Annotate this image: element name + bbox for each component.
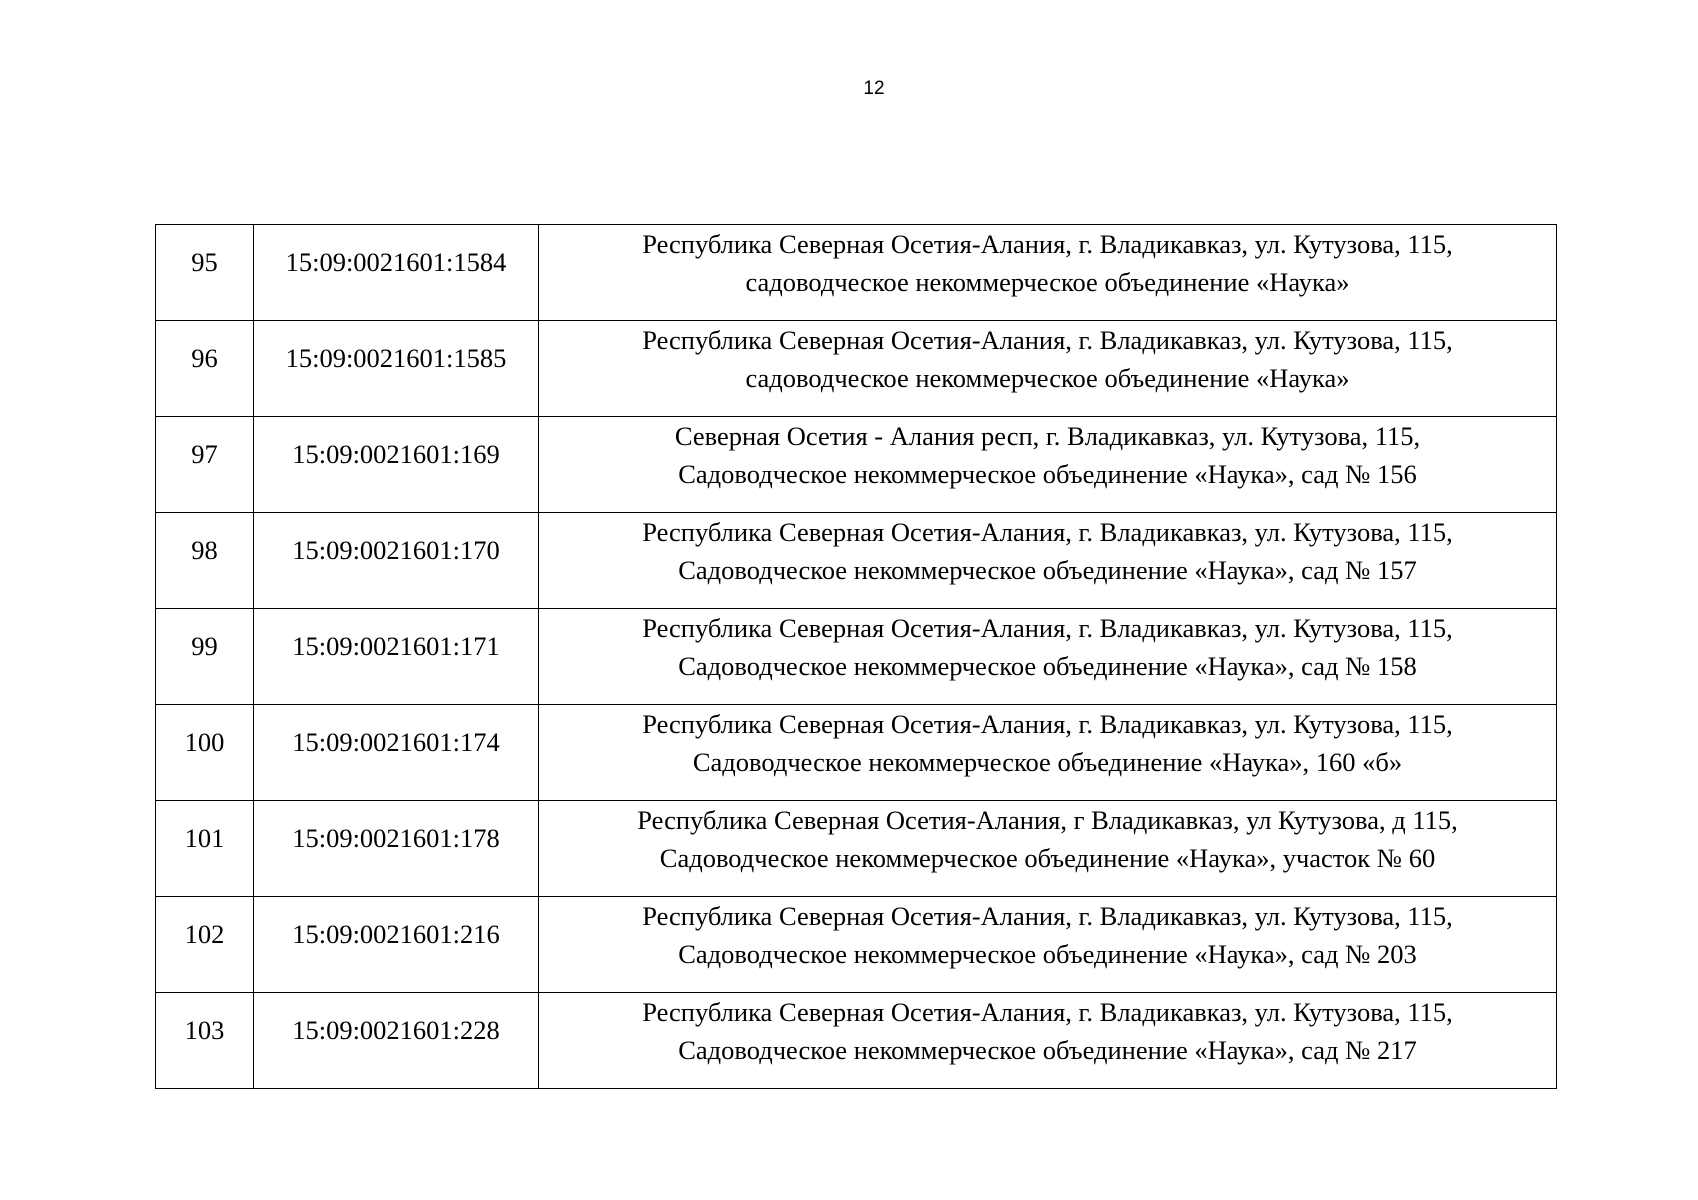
cadastral-number: 15:09:0021601:216 [254,897,539,993]
address-line: Садоводческое некоммерческое объединение «Наука», сад № 156 [678,459,1417,489]
cadastral-number: 15:09:0021601:1585 [254,321,539,417]
address [539,321,1557,417]
row-number: 103 [156,993,254,1089]
address-line: Садоводческое некоммерческое объединение «Наука», сад № 217 [678,1035,1417,1065]
address-line: Садоводческое некоммерческое объединение «Наука», сад № 203 [678,939,1417,969]
land-plot-table [155,224,1557,1089]
table-row [156,801,1557,897]
cadastral-number: 15:09:0021601:169 [254,417,539,513]
address-line: садоводческое некоммерческое объединение «Наука» [745,363,1350,393]
row-number: 97 [156,417,254,513]
table-row [156,897,1557,993]
row-number: 101 [156,801,254,897]
address-line: Республика Северная Осетия-Алания, г Владикавказ, ул Кутузова, д 115, [637,805,1458,835]
table-row [156,609,1557,705]
address-line: Садоводческое некоммерческое объединение «Наука», сад № 157 [678,555,1417,585]
cadastral-number: 15:09:0021601:171 [254,609,539,705]
cadastral-number: 15:09:0021601:170 [254,513,539,609]
address [539,993,1557,1089]
address-line: Садоводческое некоммерческое объединение «Наука», сад № 158 [678,651,1417,681]
address [539,225,1557,321]
address-line: Садоводческое некоммерческое объединение «Наука», участок № 60 [659,843,1436,873]
row-number: 96 [156,321,254,417]
table-row [156,321,1557,417]
address-line: Северная Осетия - Алания респ, г. Владикавказ, ул. Кутузова, 115, [674,421,1421,451]
row-number: 95 [156,225,254,321]
address [539,513,1557,609]
address-line: Республика Северная Осетия-Алания, г. Владикавказ, ул. Кутузова, 115, [642,997,1453,1027]
cadastral-number: 15:09:0021601:178 [254,801,539,897]
table-row [156,513,1557,609]
address [539,705,1557,801]
address [539,801,1557,897]
address-line: садоводческое некоммерческое объединение «Наука» [745,267,1350,297]
page-number: 12 [863,78,885,99]
table-row [156,705,1557,801]
address-line: Республика Северная Осетия-Алания, г. Владикавказ, ул. Кутузова, 115, [642,901,1453,931]
table-row [156,993,1557,1089]
row-number: 99 [156,609,254,705]
address [539,417,1557,513]
cadastral-number: 15:09:0021601:174 [254,705,539,801]
address-line: Республика Северная Осетия-Алания, г. Владикавказ, ул. Кутузова, 115, [642,325,1453,355]
table-row [156,417,1557,513]
address-line: Республика Северная Осетия-Алания, г. Владикавказ, ул. Кутузова, 115, [642,229,1453,259]
address-line: Республика Северная Осетия-Алания, г. Владикавказ, ул. Кутузова, 115, [642,517,1453,547]
address-line: Садоводческое некоммерческое объединение «Наука», 160 «б» [692,747,1403,777]
address-line: Республика Северная Осетия-Алания, г. Владикавказ, ул. Кутузова, 115, [642,709,1453,739]
table-row [156,225,1557,321]
address-line: Республика Северная Осетия-Алания, г. Владикавказ, ул. Кутузова, 115, [642,613,1453,643]
row-number: 102 [156,897,254,993]
address [539,897,1557,993]
cadastral-number: 15:09:0021601:228 [254,993,539,1089]
address [539,609,1557,705]
cadastral-number: 15:09:0021601:1584 [254,225,539,321]
row-number: 100 [156,705,254,801]
row-number: 98 [156,513,254,609]
